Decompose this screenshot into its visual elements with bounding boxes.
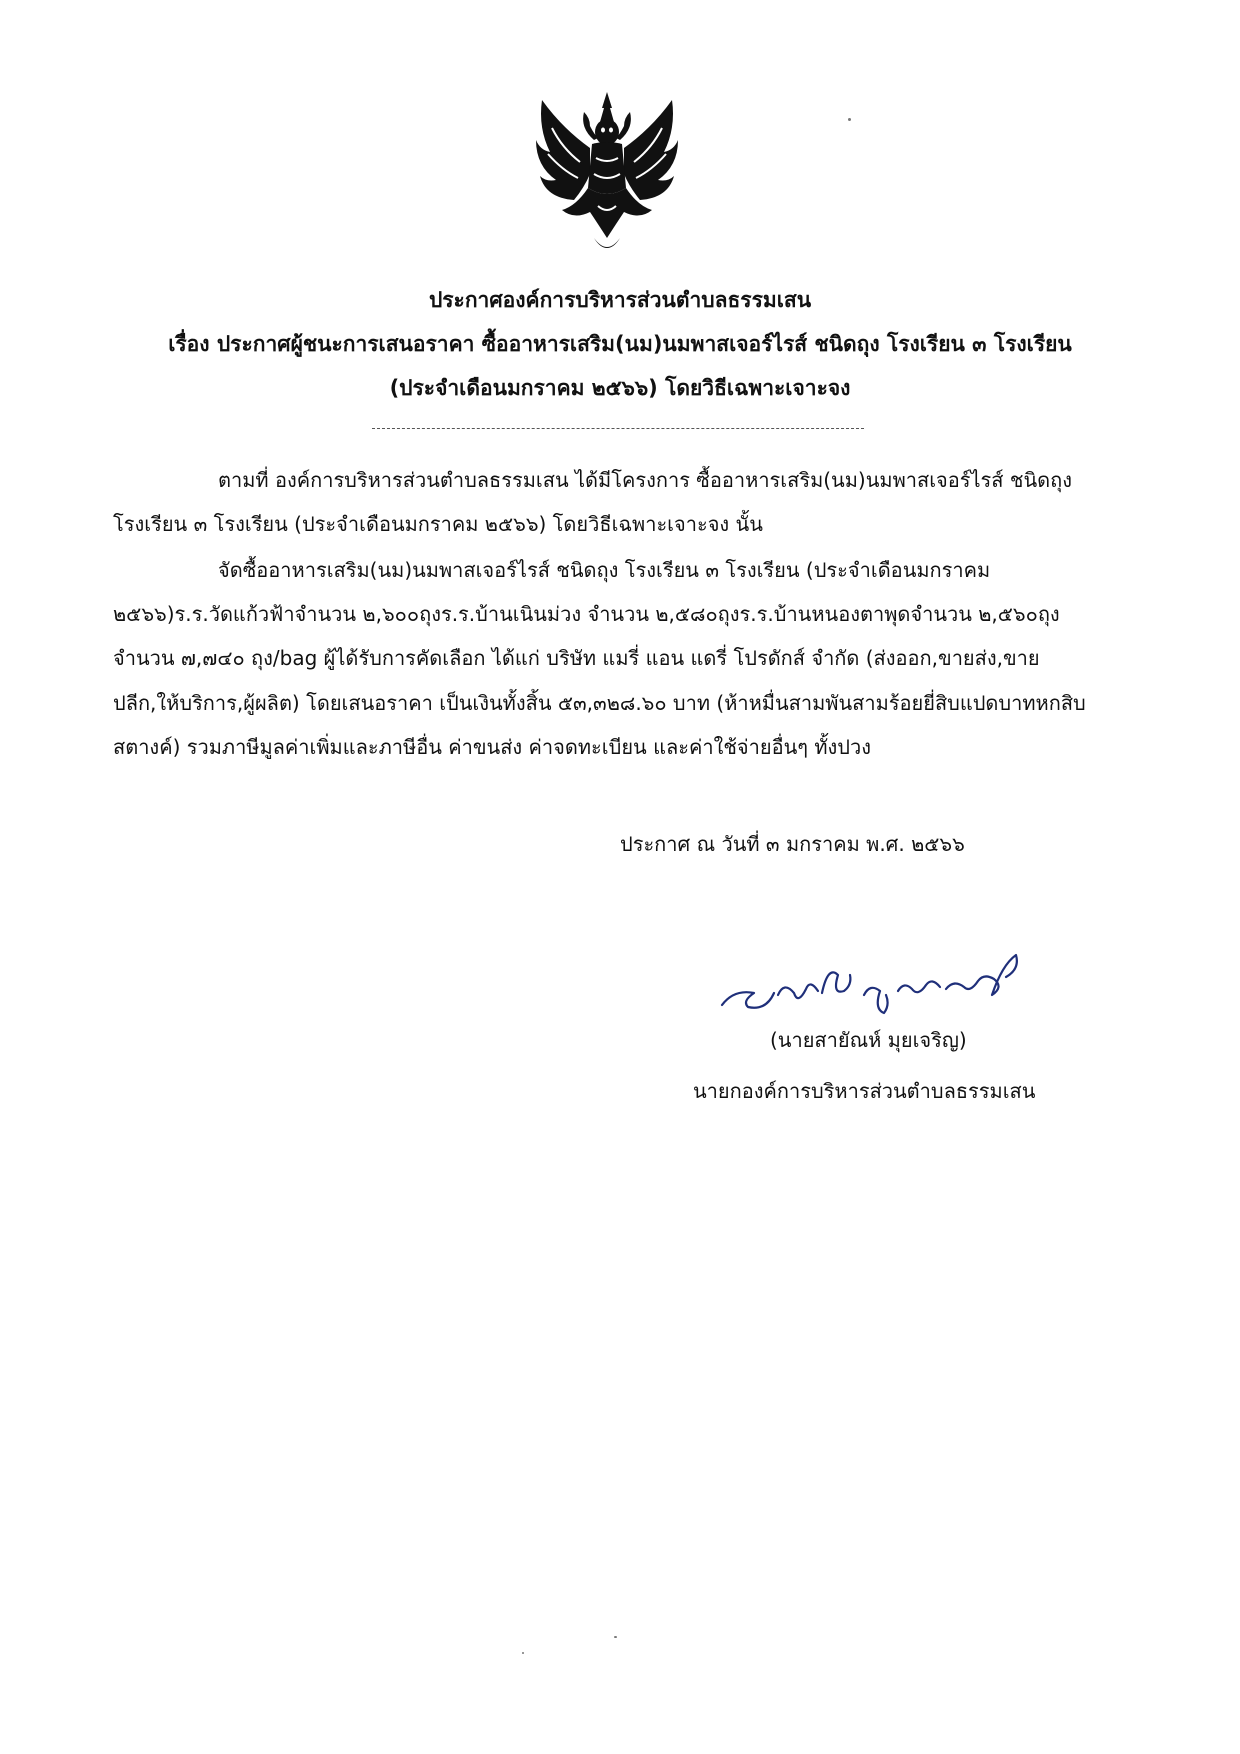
garuda-emblem-icon (532, 88, 682, 258)
body-line-1: ตามที่ องค์การบริหารส่วนตำบลธรรมเสน ได้มีโครงการ ซื้ออาหารเสริม(นม)นมพาสเจอร์ไรส์ ชนิดถุง (218, 468, 1072, 492)
handwritten-signature (714, 935, 1024, 1025)
document-subject-continued: (ประจำเดือนมกราคม ๒๕๖๖) โดยวิธีเฉพาะเจาะจง (389, 376, 851, 400)
document-title: ประกาศองค์การบริหารส่วนตำบลธรรมเสน (428, 288, 812, 312)
body-line-2: โรงเรียน ๓ โรงเรียน (ประจำเดือนมกราคม ๒๕๖๖) โดยวิธีเฉพาะเจาะจง นั้น (113, 512, 763, 536)
document-subject: เรื่อง ประกาศผู้ชนะการเสนอราคา ซื้ออาหารเสริม(นม)นมพาสเจอร์ไรส์ ชนิดถุง โรงเรียน ๓ โรงเรียน (168, 332, 1072, 356)
body-line-6: ปลีก,ให้บริการ,ผู้ผลิต) โดยเสนอราคา เป็นเงินทั้งสิ้น ๕๓,๓๒๘.๖๐ บาท (ห้าหมื่นสามพันสามร้อยยี่สิบแปดบาทหกสิบ (113, 691, 1086, 715)
announcement-date: ประกาศ ณ วันที่ ๓ มกราคม พ.ศ. ๒๕๖๖ (620, 832, 965, 856)
header-divider (372, 428, 864, 429)
scan-speck (848, 118, 851, 121)
signer-name: (นายสายัณห์ มุยเจริญ) (770, 1028, 967, 1052)
body-line-7: สตางค์) รวมภาษีมูลค่าเพิ่มและภาษีอื่น ค่าขนส่ง ค่าจดทะเบียน และค่าใช้จ่ายอื่นๆ ทั้งปวง (113, 735, 871, 759)
body-line-3: จัดซื้ออาหารเสริม(นม)นมพาสเจอร์ไรส์ ชนิดถุง โรงเรียน ๓ โรงเรียน (ประจำเดือนมกราคม (218, 558, 991, 582)
scan-speck (522, 1652, 524, 1654)
scan-speck (614, 1636, 617, 1638)
body-line-4: ๒๕๖๖)ร.ร.วัดแก้วฟ้าจำนวน ๒,๖๐๐ถุงร.ร.บ้านเนินม่วง จำนวน ๒,๕๘๐ถุงร.ร.บ้านหนองตาพุดจำนวน ๒,๕๖๐ถุง (113, 602, 1060, 626)
signer-position: นายกองค์การบริหารส่วนตำบลธรรมเสน (693, 1079, 1036, 1103)
body-line-5: จำนวน ๗,๗๔๐ ถุง/bag ผู้ได้รับการคัดเลือก ได้แก่ บริษัท แมรี่ แอน แดรี่ โปรดักส์ จำกัด (ส่งออก,ขายส่ง,ขาย (113, 646, 1040, 670)
